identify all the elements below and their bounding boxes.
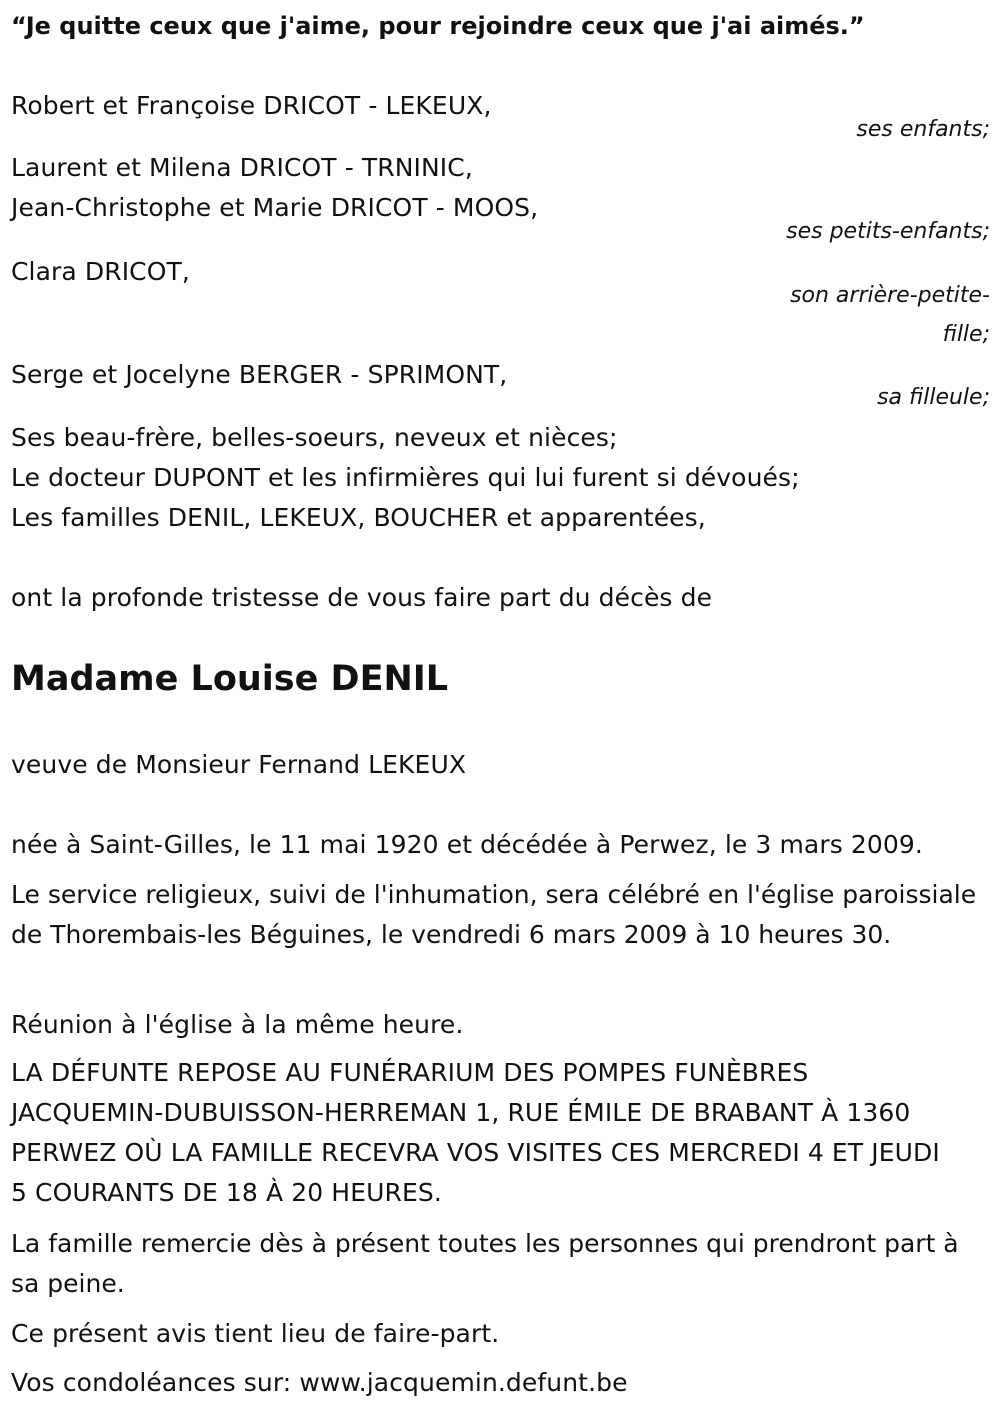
announcement-text: ont la profonde tristesse de vous faire part du décès de — [11, 583, 713, 612]
grandchildren-line-1: Laurent et Milena DRICOT - TRNINIC, — [11, 153, 473, 182]
relatives-line-1: Ses beau-frère, belles-soeurs, neveux et nièces; — [11, 423, 618, 452]
funerarium-line-3: PERWEZ OÙ LA FAMILLE RECEVRA VOS VISITES CES MERCREDI 4 ET JEUDI — [11, 1138, 940, 1167]
relatives-line-2: Le docteur DUPONT et les infirmières qui lui furent si dévoués; — [11, 463, 800, 492]
children-role: ses enfants; — [856, 117, 990, 142]
goddaughter-role: sa filleule; — [877, 385, 990, 410]
opening-quote: “Je quitte ceux que j'aime, pour rejoindre ceux que j'ai aimés.” — [11, 12, 865, 40]
funerarium-line-1: LA DÉFUNTE REPOSE AU FUNÉRARIUM DES POMPES FUNÈBRES — [11, 1058, 809, 1087]
great-grandchild-role-line-2: fille; — [942, 322, 990, 347]
grandchildren-role: ses petits-enfants; — [786, 219, 990, 244]
thanks-paragraph: La famille remercie dès à présent toutes les personnes qui prendront part à sa peine. — [11, 1229, 959, 1298]
meeting-text: Réunion à l'église à la même heure. — [11, 1010, 464, 1039]
service-paragraph: Le service religieux, suivi de l'inhumation, sera célébré en l'église paroissiale de Thorembais-les Béguines, le vendredi 6 mars 2009 à 10 heures 30. — [11, 880, 977, 949]
birth-death-text: née à Saint-Gilles, le 11 mai 1920 et décédée à Perwez, le 3 mars 2009. — [11, 830, 923, 859]
relatives-line-3: Les familles DENIL, LEKEUX, BOUCHER et apparentées, — [11, 503, 706, 532]
funerarium-line-4: 5 COURANTS DE 18 À 20 HEURES. — [11, 1178, 442, 1207]
great-grandchild-role-line-1: son arrière-petite- — [790, 283, 990, 308]
condolences-text: Vos condoléances sur: www.jacquemin.defunt.be — [11, 1368, 628, 1397]
grandchildren-line-2: Jean-Christophe et Marie DRICOT - MOOS, — [11, 193, 539, 222]
funerarium-line-2: JACQUEMIN-DUBUISSON-HERREMAN 1, RUE ÉMILE DE BRABANT À 1360 — [11, 1098, 911, 1127]
deceased-name: Madame Louise DENIL — [11, 659, 449, 699]
children-line: Robert et Françoise DRICOT - LEKEUX, — [11, 91, 492, 120]
notice-text: Ce présent avis tient lieu de faire-part. — [11, 1319, 500, 1348]
widow-of-text: veuve de Monsieur Fernand LEKEUX — [11, 750, 467, 779]
goddaughter-line: Serge et Jocelyne BERGER - SPRIMONT, — [11, 360, 508, 389]
great-grandchild-line: Clara DRICOT, — [11, 257, 190, 286]
